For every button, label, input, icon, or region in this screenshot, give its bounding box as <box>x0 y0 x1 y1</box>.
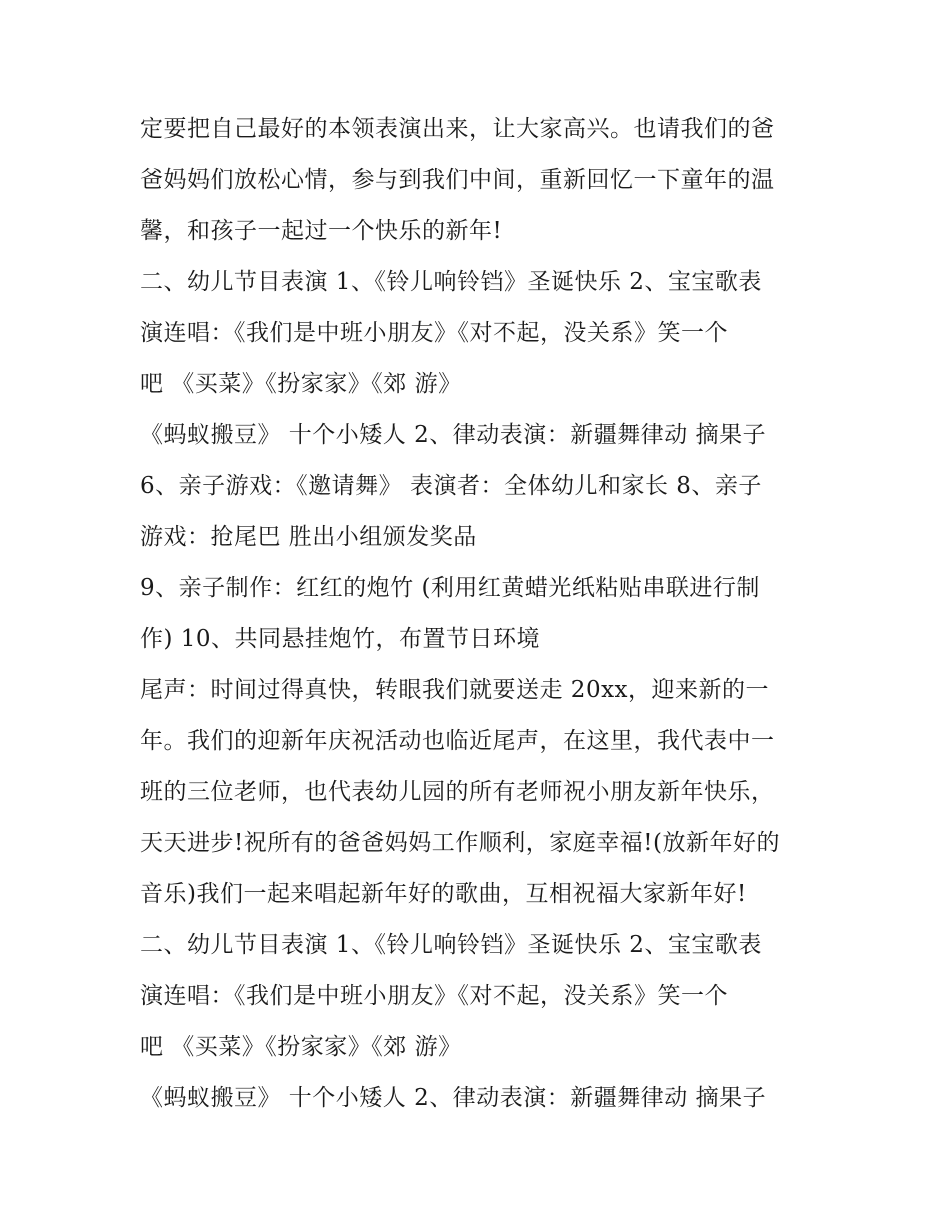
text-line: 班的三位老师，也代表幼儿园的所有老师祝小朋友新年快乐， <box>140 779 775 805</box>
text-line: 定要把自己最好的本领表演出来，让大家高兴。也请我们的爸 <box>140 116 775 142</box>
text-line: 吧 《买菜》《扮家家》《郊 游》 <box>140 371 462 397</box>
text-line: 6、亲子游戏：《邀请舞》 表演者：全体幼儿和家长 8、亲子 <box>140 473 762 499</box>
text-line: 《蚂蚁搬豆》 十个小矮人 2、律动表演：新疆舞律动 摘果子 <box>140 422 767 448</box>
text-line: 演连唱：《我们是中班小朋友》《对不起，没关系》笑一个 <box>140 320 728 346</box>
text-line: 馨，和孩子一起过一个快乐的新年! <box>140 218 503 244</box>
text-line: 二、幼儿节目表演 1、《铃儿响铃铛》圣诞快乐 2、宝宝歌表 <box>140 932 762 958</box>
text-line: 爸妈妈们放松心情，参与到我们中间，重新回忆一下童年的温 <box>140 167 775 193</box>
text-line: 年。我们的迎新年庆祝活动也临近尾声，在这里，我代表中一 <box>140 728 775 754</box>
text-line: 9、亲子制作：红红的炮竹 (利用红黄蜡光纸粘贴串联进行制 <box>140 575 760 601</box>
document-body <box>140 104 830 1124</box>
text-line: 天天进步!祝所有的爸爸妈妈工作顺利，家庭幸福!(放新年好的 <box>140 830 780 856</box>
text-line: 演连唱：《我们是中班小朋友》《对不起，没关系》笑一个 <box>140 983 728 1009</box>
text-line: 吧 《买菜》《扮家家》《郊 游》 <box>140 1034 462 1060</box>
text-line: 音乐)我们一起来唱起新年好的歌曲，互相祝福大家新年好! <box>140 881 747 907</box>
text-line: 尾声：时间过得真快，转眼我们就要送走 20xx，迎来新的一 <box>140 677 770 703</box>
text-line: 《蚂蚁搬豆》 十个小矮人 2、律动表演：新疆舞律动 摘果子 <box>140 1085 767 1111</box>
text-line: 作) 10、共同悬挂炮竹，布置节日环境 <box>140 626 541 652</box>
text-line: 游戏：抢尾巴 胜出小组颁发奖品 <box>140 524 477 550</box>
text-line: 二、幼儿节目表演 1、《铃儿响铃铛》圣诞快乐 2、宝宝歌表 <box>140 269 762 295</box>
